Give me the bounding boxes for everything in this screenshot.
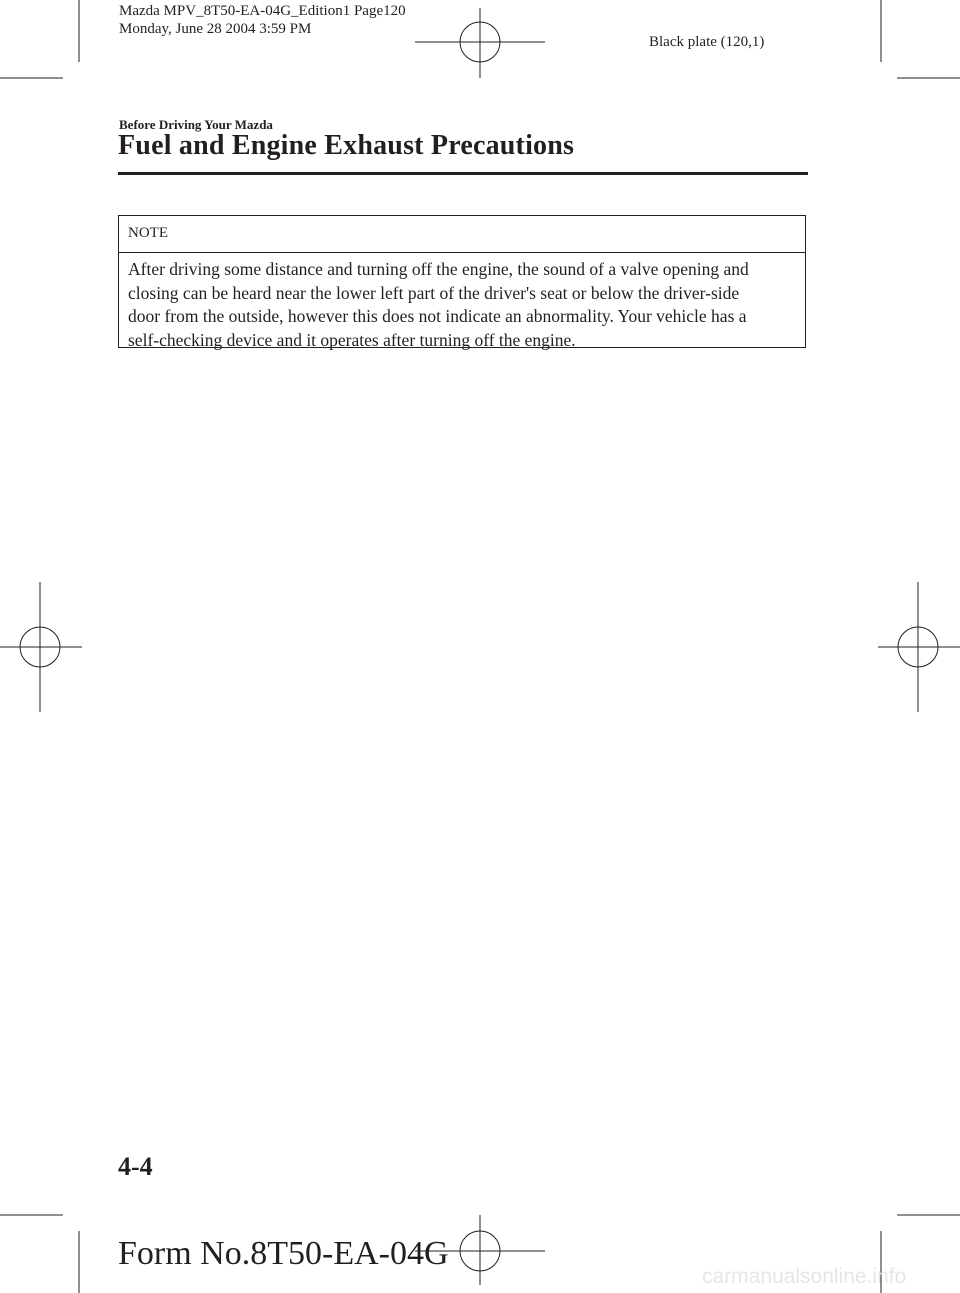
section-label: Before Driving Your Mazda: [119, 117, 273, 132]
note-body: [128, 258, 808, 352]
title-rule: [118, 172, 808, 175]
note-line: After driving some distance and turning off the engine, the sound of a valve opening and: [128, 259, 749, 279]
plate-info: Black plate (120,1): [649, 34, 765, 50]
note-heading: NOTE: [128, 225, 168, 241]
watermark: carmanualsonline.info: [702, 1265, 907, 1288]
page-title: Fuel and Engine Exhaust Precautions: [118, 130, 575, 161]
note-line: closing can be heard near the lower left part of the driver's seat or below the driver-side: [128, 282, 740, 303]
note-box: [118, 215, 806, 348]
note-heading-row: [119, 216, 805, 253]
note-line: door from the outside, however this does not indicate an abnormality. Your vehicle has a: [128, 306, 747, 326]
print-timestamp: Monday, June 28 2004 3:59 PM: [119, 21, 312, 37]
note-line: self-checking device and it operates after turning off the engine.: [128, 329, 576, 350]
form-number: Form No.8T50-EA-04G: [118, 1235, 449, 1272]
page-number: 4-4: [118, 1152, 153, 1181]
print-job-info: Mazda MPV_8T50-EA-04G_Edition1 Page120: [119, 3, 406, 19]
